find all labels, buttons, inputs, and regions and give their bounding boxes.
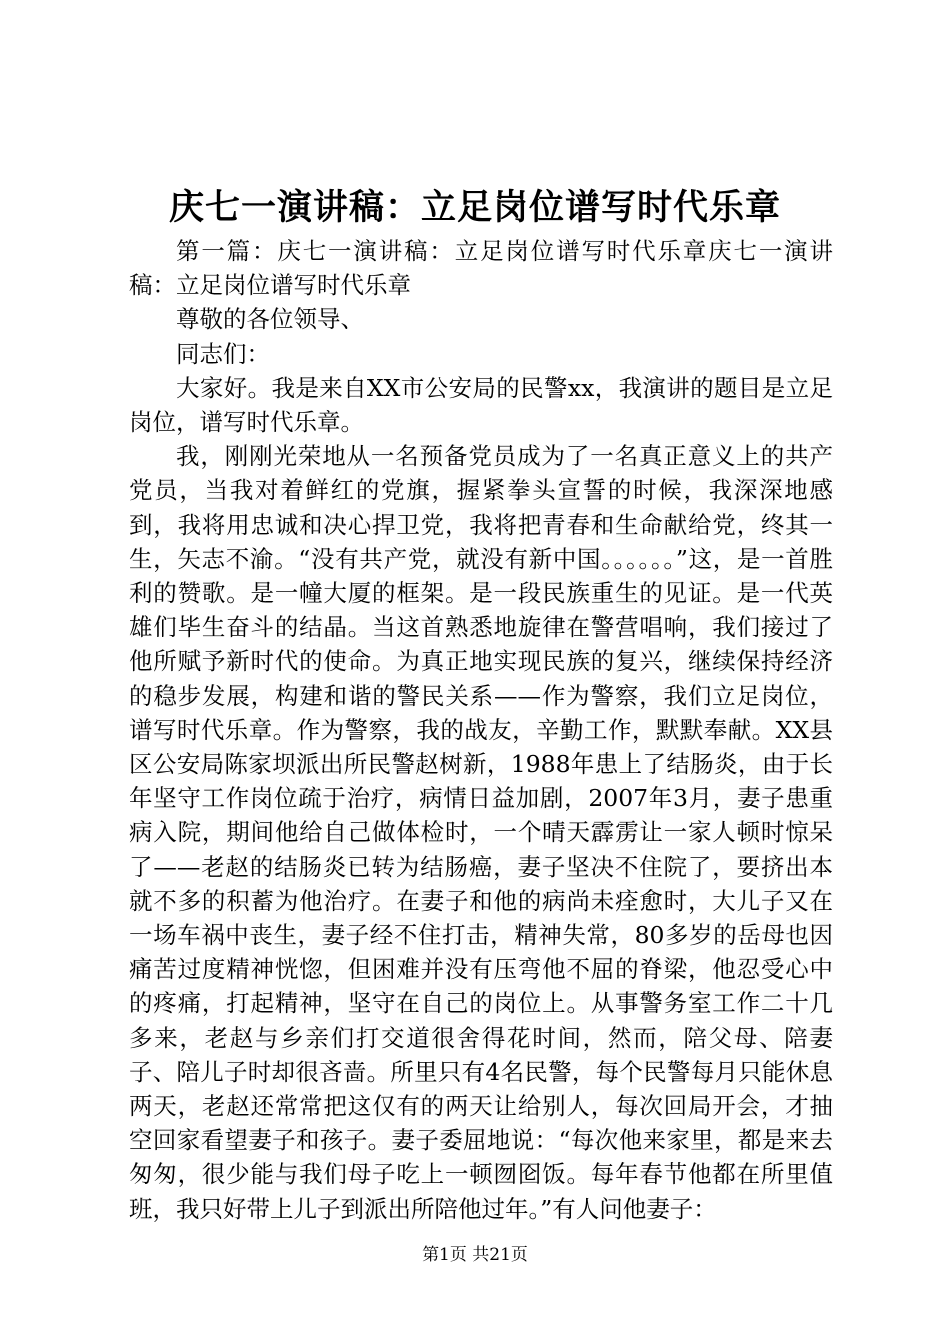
paragraph-salutation-2: 同志们： (176, 339, 270, 368)
document-body (129, 234, 833, 1226)
paragraph-greeting: 大家好。我是来自XX市公安局的民警xx，我演讲的题目是立足岗位，谱写时代乐章。 (129, 373, 833, 437)
paragraph-heading: 第一篇：庆七一演讲稿：立足岗位谱写时代乐章庆七一演讲稿：立足岗位谱写时代乐章 (129, 237, 833, 300)
page-footer: 第1页 共21页 (422, 1245, 528, 1265)
paragraph-main: 我，刚刚光荣地从一名预备党员成为了一名真正意义上的共产党员，当我对着鲜红的党旗，握紧拳头宣誓的时候，我深深地感到，我将用忠诚和决心捍卫党，我将把青春和生命献给党，终其一生，矢志不渝。“没有共产党，就没有新中国。。。。。。”这，是一首胜利的赞歌。是一幢大厦的框架。是一段民族重生的见证。是一代英雄们毕生奋斗的结晶。当这首熟悉地旋律在警营唱响，我们接过了他所赋予新时代的使命。为真正地实现民族的复兴，继续保持经济的稳步发展，构建和谐的警民关系——作为警察，我们立足岗位，谱写时代乐章。作为警察，我的战友，辛勤工作，默默奉献。XX县区公安局陈家坝派出所民警赵树新，1988年患上了结肠炎，由于长年坚守工作岗位疏于治疗，病情日益加剧，2007年3月，妻子患重病入院，期间他给自己做体检时，一个晴天霹雳让一家人顿时惊呆了——老赵的结肠炎已转为结肠癌，妻子坚决不住院了，要挤出本就不多的积蓄为他治疗。在妻子和他的病尚未痊愈时，大儿子又在一场车祸中丧生，妻子经不住打击，精神失常，80多岁的岳母也因痛苦过度精神恍惚，但困难并没有压弯他不屈的脊梁，他忍受心中的疼痛，打起精神，坚守在自己的岗位上。从事警务室工作二十几多来，老赵与乡亲们打交道很舍得花时间，然而，陪父母、陪妻子、陪儿子时却很吝啬。所里只有4名民警，每个民警每月只能休息两天，老赵还常常把这仅有的两天让给别人，每次回局开会，才抽空回家看望妻子和孩子。妻子委屈地说：“每次他来家里，都是来去匆匆，很少能与我们母子吃上一顿囫囵饭。每年春节他都在所里值班，我只好带上儿子到派出所陪他过年。”有人问他妻子： (129, 442, 833, 1223)
document-title: 庆七一演讲稿：立足岗位谱写时代乐章 (168, 187, 781, 228)
paragraph-salutation-1: 尊敬的各位领导、 (176, 305, 364, 334)
